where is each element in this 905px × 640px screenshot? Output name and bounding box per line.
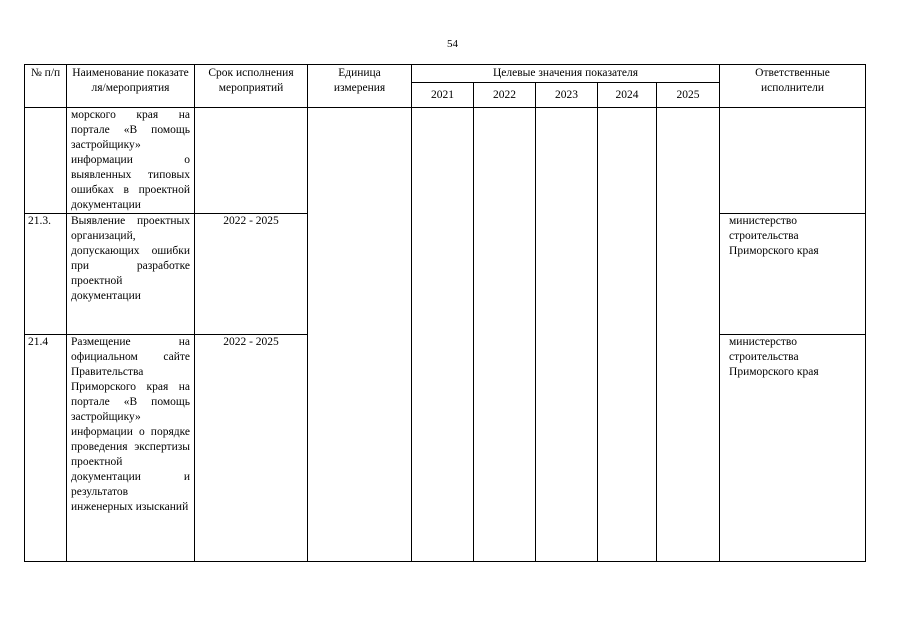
year-2024: 2024 bbox=[598, 83, 657, 108]
row-name: Размещение на официальном сайте Правительства Приморского края на портале «В помощь застройщику» информации о порядке проведения экспертизы проектной документации и результатов инженерных изысканий bbox=[67, 335, 195, 562]
year-2025: 2025 bbox=[657, 83, 720, 108]
year-2022: 2022 bbox=[474, 83, 536, 108]
row-name: Выявление проектных организаций, допускающих ошибки при разработке проектной документации bbox=[67, 214, 195, 335]
row-responsible: министерство строительства Приморского края bbox=[720, 335, 866, 562]
header-row bbox=[25, 65, 866, 83]
row-term: 2022 - 2025 bbox=[195, 214, 308, 335]
value-cell-2022 bbox=[474, 108, 536, 562]
value-cell-2021 bbox=[412, 108, 474, 562]
unit-cell bbox=[308, 108, 412, 562]
page-number: 54 bbox=[447, 38, 458, 50]
row-num: 21.4 bbox=[25, 335, 67, 562]
row-num bbox=[25, 108, 67, 214]
row-num: 21.3. bbox=[25, 214, 67, 335]
row-name: морского края на портале «В помощь застройщику» информации о выявленных типовых ошибках в проектной документации bbox=[67, 108, 195, 214]
header-num: № п/п bbox=[25, 65, 67, 108]
row-responsible bbox=[720, 108, 866, 214]
row-term bbox=[195, 108, 308, 214]
header-unit: Единица измерения bbox=[308, 65, 412, 108]
year-2021: 2021 bbox=[412, 83, 474, 108]
value-cell-2024 bbox=[598, 108, 657, 562]
table-row bbox=[25, 108, 866, 214]
value-cell-2023 bbox=[536, 108, 598, 562]
header-name: Наименование показателя/мероприятия bbox=[67, 65, 195, 108]
indicators-table bbox=[24, 64, 866, 562]
value-cell-2025 bbox=[657, 108, 720, 562]
header-term: Срок исполнения мероприятий bbox=[195, 65, 308, 108]
header-targets: Целевые значения показателя bbox=[412, 65, 720, 83]
row-responsible: министерство строительства Приморского края bbox=[720, 214, 866, 335]
header-responsible: Ответственные исполнители bbox=[720, 65, 866, 108]
row-term: 2022 - 2025 bbox=[195, 335, 308, 562]
year-2023: 2023 bbox=[536, 83, 598, 108]
